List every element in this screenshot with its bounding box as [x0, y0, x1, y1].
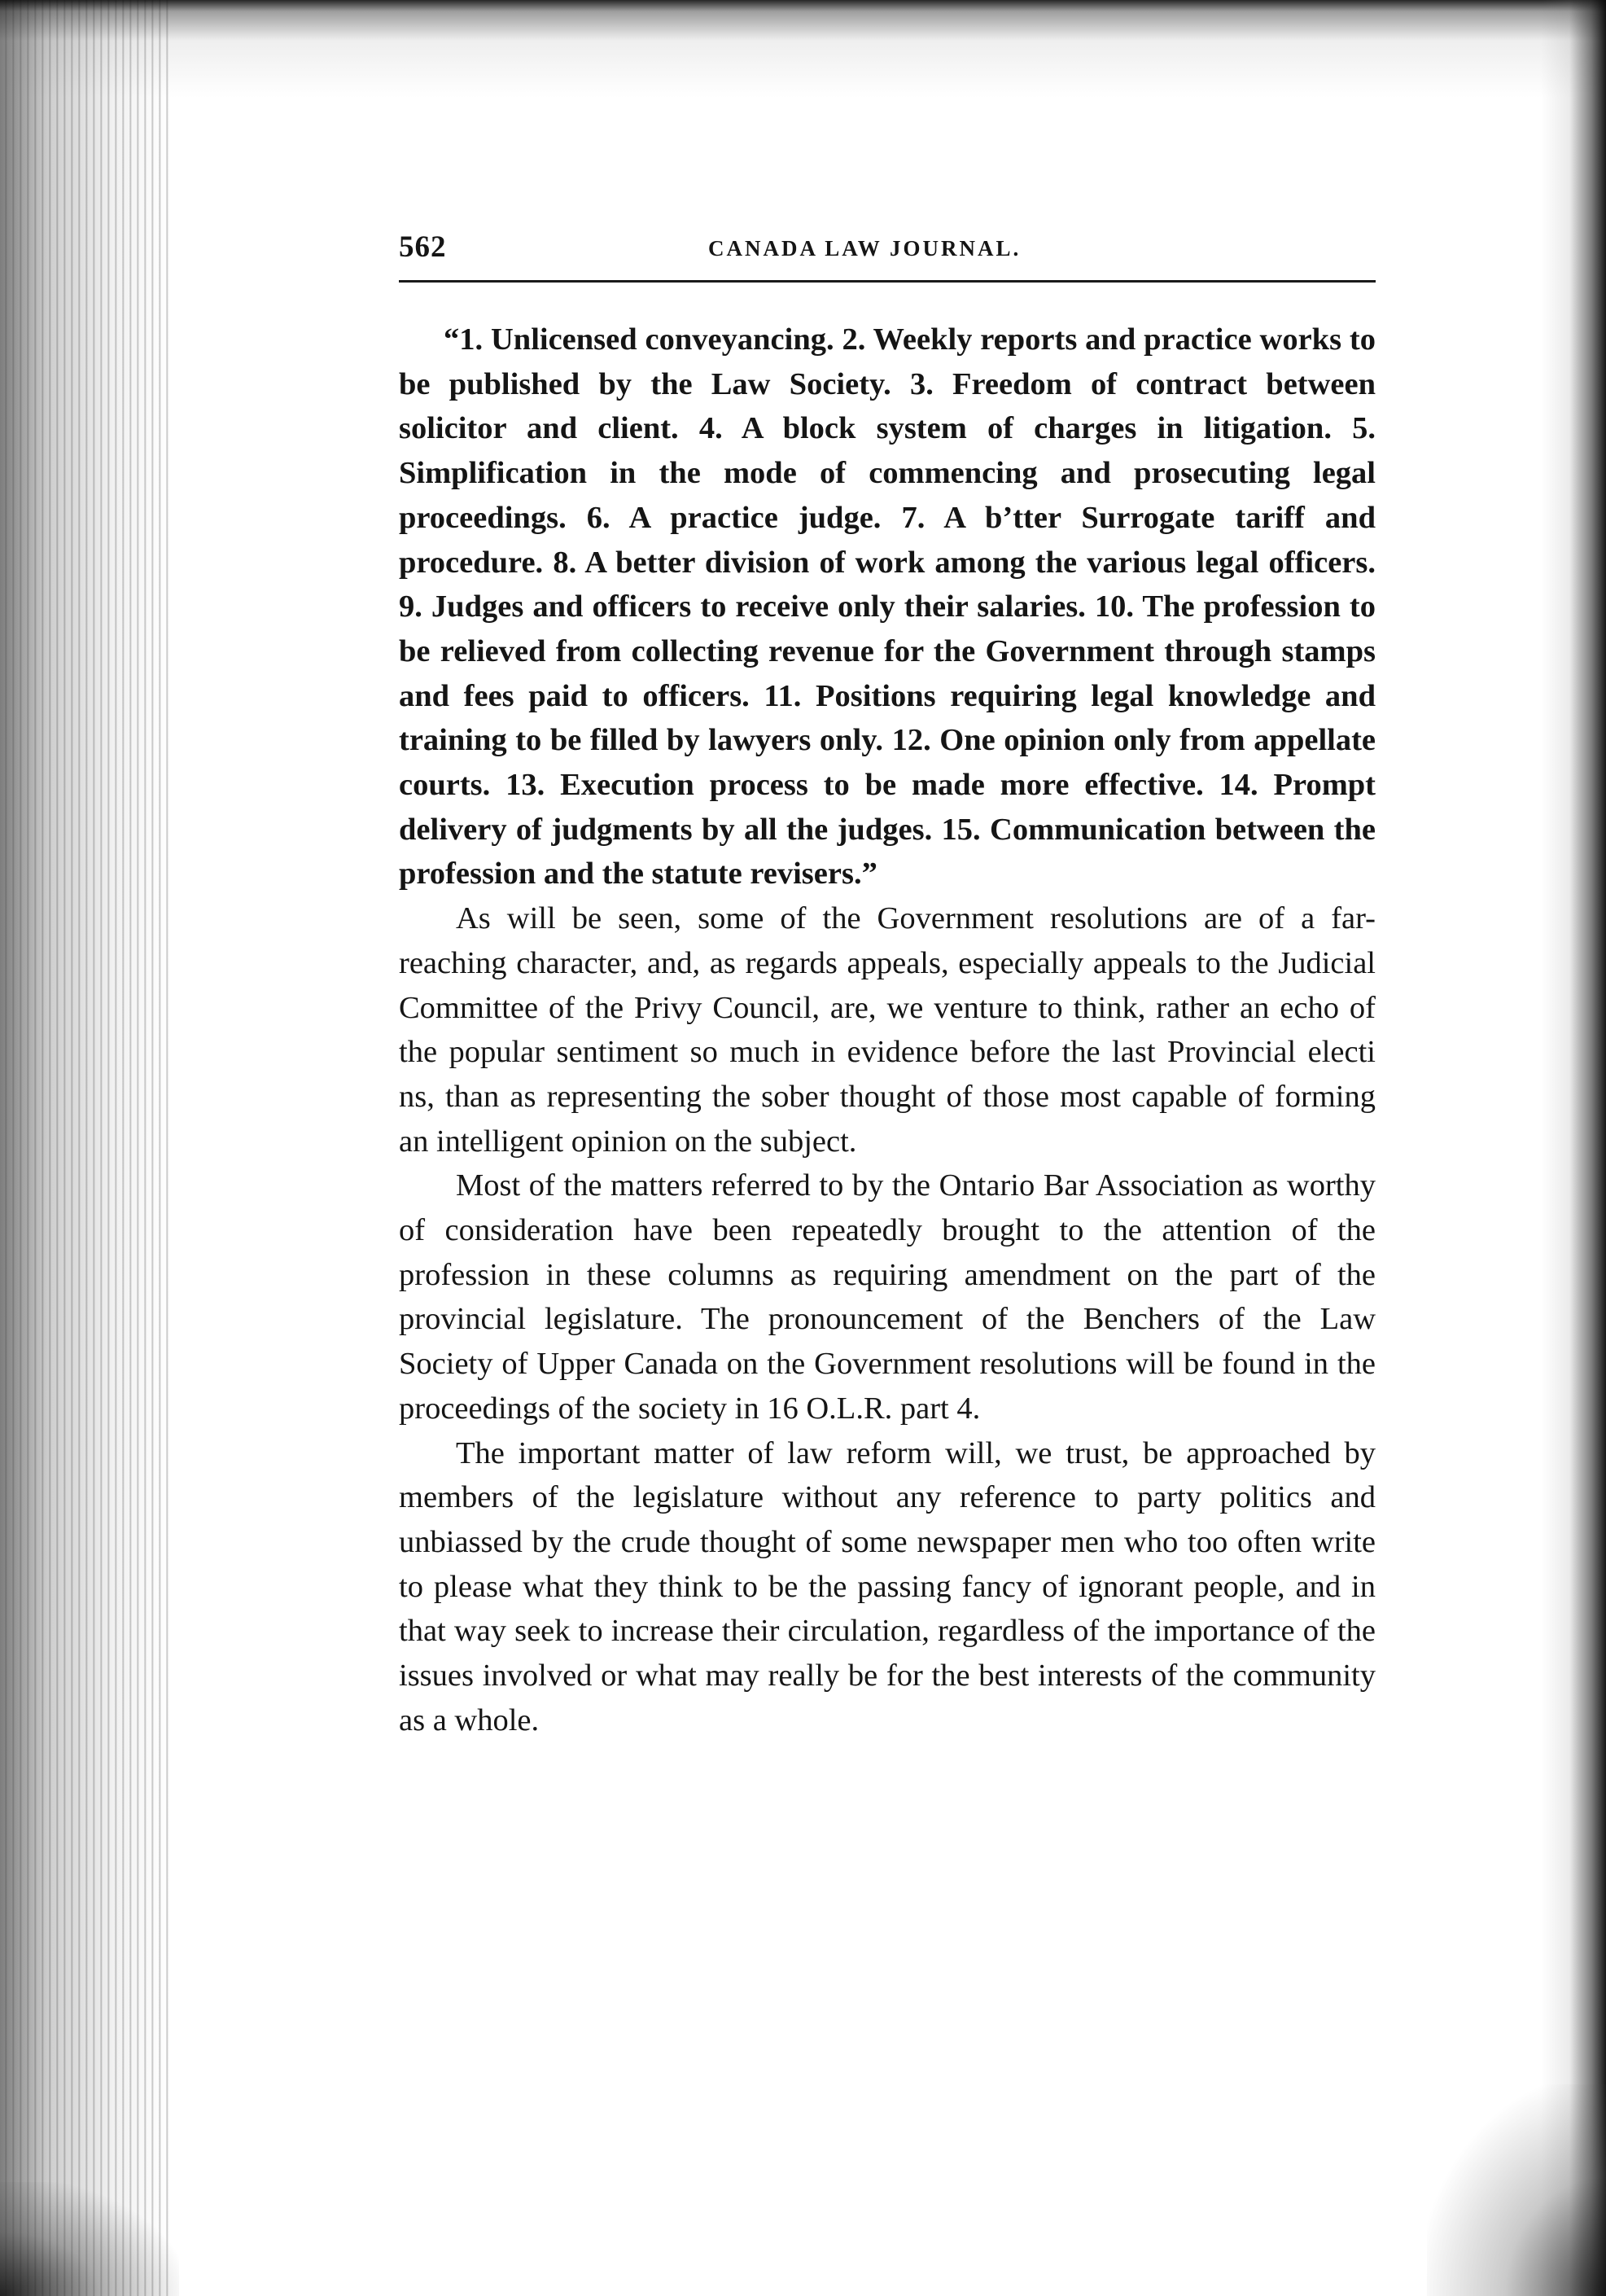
running-head — [399, 220, 1376, 269]
paragraph-bar-association: Most of the matters referred to by the Ontario Bar Association as worthy of consideration have been repeatedly brought to the attention of the profession in these columns as requiring amendment on the part of the provincial legislature. The pronouncement of the Benchers of the Law Society of Upper Canada on the Government resolutions will be found in the proceedings of the society in 16 O.L.R. part 4. — [399, 1168, 1376, 1426]
page-number: 562 — [399, 230, 447, 264]
paragraph-resolution-list: “1. Unlicensed conveyancing. 2. Weekly reports and practice works to be published by the Law Society. 3. Freedom of contract between solicitor and client. 4. A block system of charges in litigation. 5. Simplification in the mode of commencing and prosecuting legal proceedings. 6. A practice judge. 7. A b’tter Surrogate tariff and procedure. 8. A better division of work among the various legal officers. 9. Judges and officers to receive only their salaries. 10. The profession to be relieved from collecting revenue for the Government through stamps and fees paid to officers. 11. Positions requiring legal knowledge and training to be filled by lawyers only. 12. One opinion only from appellate courts. 13. Execution process to be made more effective. 14. Prompt delivery of judgments by all the judges. 15. Communication between the profession and the statute revisers.” — [399, 322, 1376, 892]
scan-corner-bottom-right — [1427, 2084, 1606, 2296]
paragraph-law-reform: The important matter of law reform will, we trust, be approached by members of the legislature without any reference to party politics and unbiassed by the crude thought of some newspaper men who too often write to please what they think to be the passing fancy of ignorant people, and in that way seek to increase their circulation, regardless of the importance of the issues involved or what may really be for the best interests of the community as a whole. — [399, 1435, 1376, 1737]
journal-page — [399, 220, 1376, 1737]
journal-title: CANADA LAW JOURNAL. — [708, 236, 1022, 261]
scan-edge-right — [1541, 0, 1606, 2296]
scan-edge-top — [0, 0, 1606, 98]
scan-edge-left — [0, 0, 171, 2296]
scan-corner-bottom-left — [0, 2182, 179, 2296]
article-body — [399, 318, 1376, 1743]
header-rule — [399, 280, 1376, 283]
paragraph-government-resolutions: As will be seen, some of the Government resolutions are of a far-reaching character, and, as regards appeals, especially appeals to the Judicial Committee of the Privy Council, are, we venture to think, rather an echo of the popular sentiment so much in evidence before the last Provincial electi ns, than as representing the sober thought of those most capable of forming an intelligent opinion on the subject. — [399, 901, 1376, 1159]
